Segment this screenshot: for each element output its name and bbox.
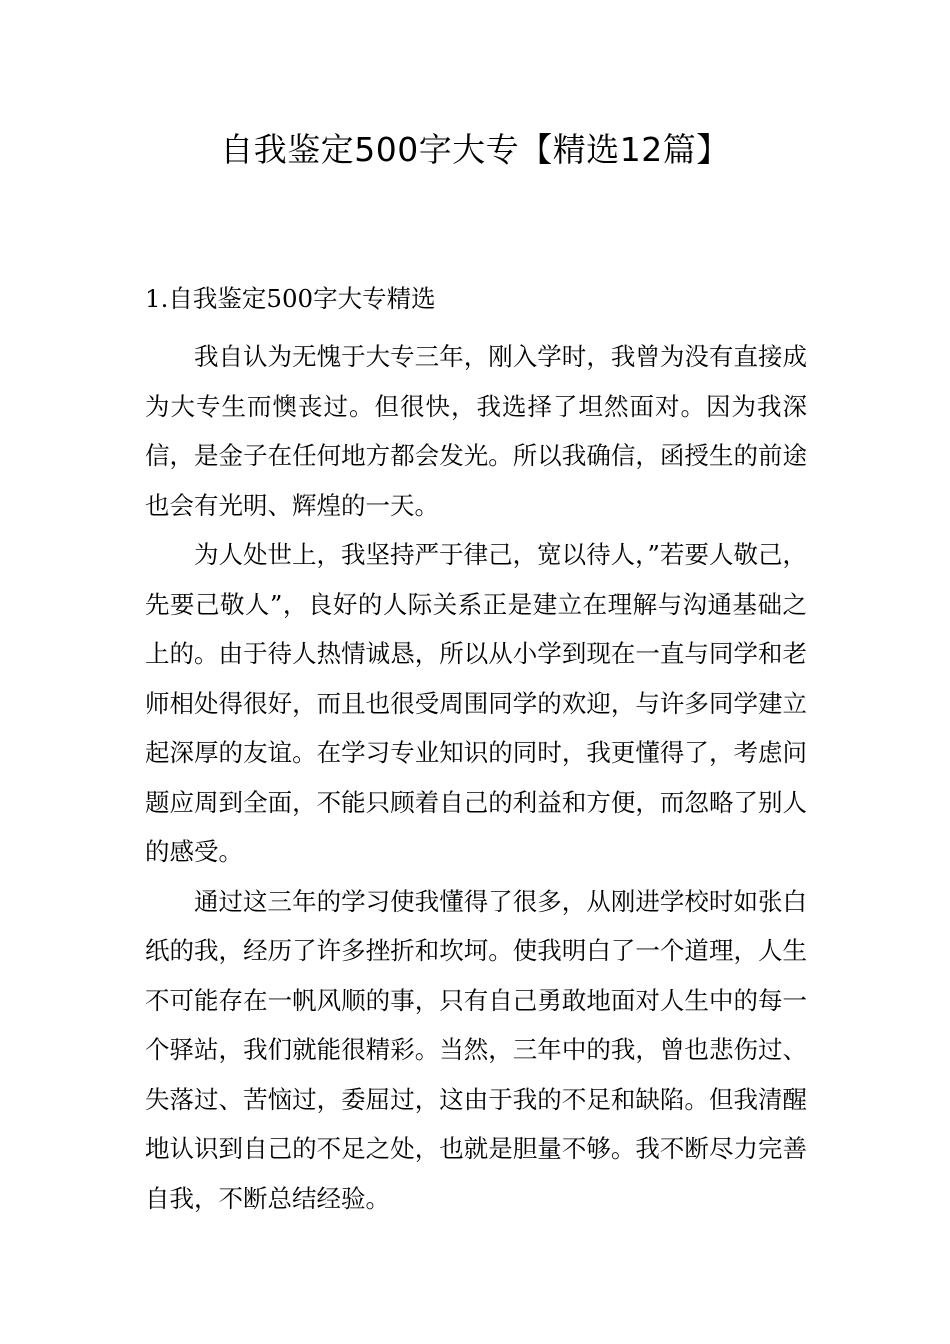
paragraph: 为人处世上，我坚持严于律己，宽以待人，”若要人敬己，先要己敬人”，良好的人际关系正是建立在理解与沟通基础之上的。由于待人热情诚恳，所以从小学到现在一直与同学和老师相处得很好，而且也很受周围同学的欢迎，与许多同学建立起深厚的友谊。在学习专业知识的同时，我更懂得了，考虑问题应周到全面，不能只顾着自己的利益和方便，而忽略了别人的感受。 — [145, 540, 807, 866]
section-heading: 1.自我鉴定500字大专精选 — [145, 284, 436, 313]
paragraph: 通过这三年的学习使我懂得了很多，从刚进学校时如张白纸的我，经历了许多挫折和坎坷。使我明白了一个道理，人生不可能存在一帆风顺的事，只有自己勇敢地面对人生中的每一个驿站，我们就能很精彩。当然，三年中的我，曾也悲伤过、失落过、苦恼过，委屈过，这由于我的不足和缺陷。但我清醒地认识到自己的不足之处，也就是胆量不够。我不断尽力完善自我，不断总结经验。 — [145, 886, 807, 1213]
document-body — [145, 280, 807, 1223]
document-title: 自我鉴定500字大专【精选12篇】 — [220, 130, 730, 169]
paragraph: 我自认为无愧于大专三年，刚入学时，我曾为没有直接成为大专生而懊丧过。但很快，我选择了坦然面对。因为我深信，是金子在任何地方都会发光。所以我确信，函授生的前途也会有光明、辉煌的一天。 — [145, 342, 807, 520]
